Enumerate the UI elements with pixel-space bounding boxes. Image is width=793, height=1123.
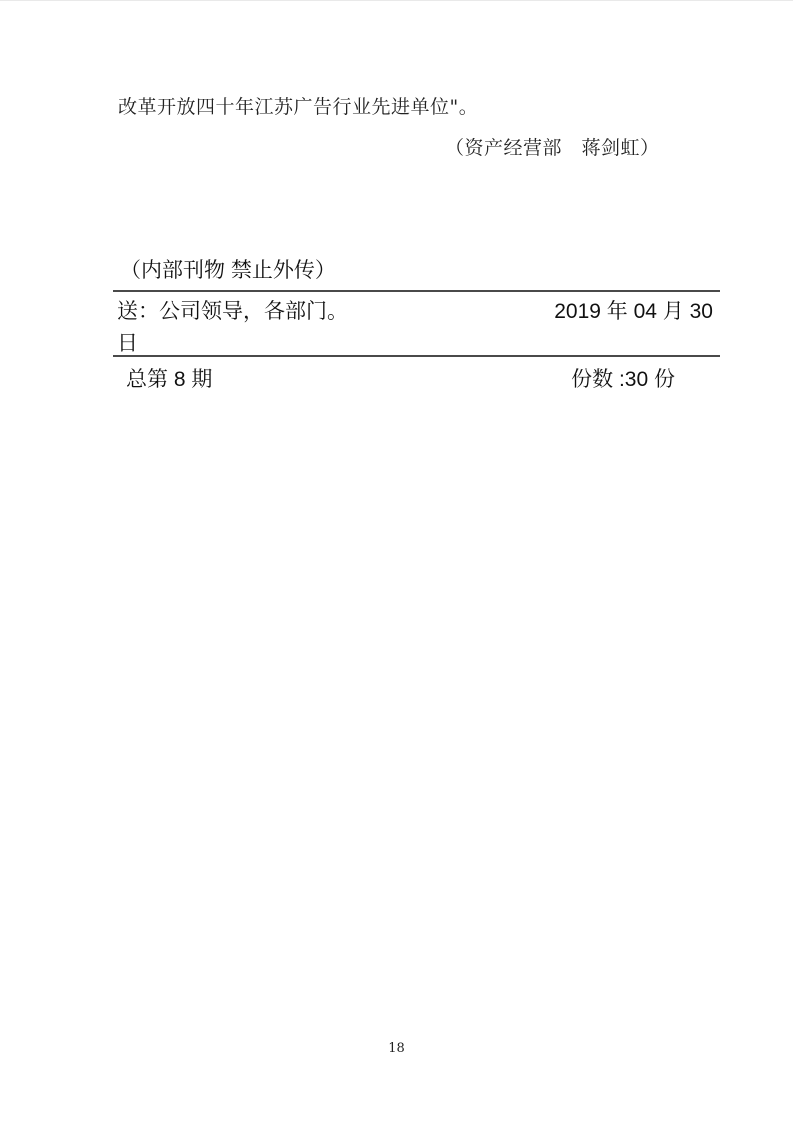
colophon-issue-row xyxy=(113,367,720,393)
colophon-divider-top xyxy=(113,290,720,292)
internal-publication-notice: （内部刊物 禁止外传） xyxy=(120,259,336,282)
issue-number: 总第 8 期 xyxy=(126,368,213,391)
distribution-list: 送：公司领导，各部门。 xyxy=(117,300,348,323)
colophon-distribution-row xyxy=(113,299,720,325)
colophon-divider-bottom xyxy=(113,355,720,357)
page-number: 18 xyxy=(388,1041,405,1056)
copies-count: 份数 :30 份 xyxy=(571,368,675,391)
article-closing-line: 改革开放四十年江苏广告行业先进单位"。 xyxy=(118,96,479,118)
article-attribution: （资产经营部 蒋剑虹） xyxy=(445,137,660,159)
publication-date-wrapped-char: 日 xyxy=(117,332,138,355)
publication-date: 2019 年 04 月 30 xyxy=(554,300,713,323)
